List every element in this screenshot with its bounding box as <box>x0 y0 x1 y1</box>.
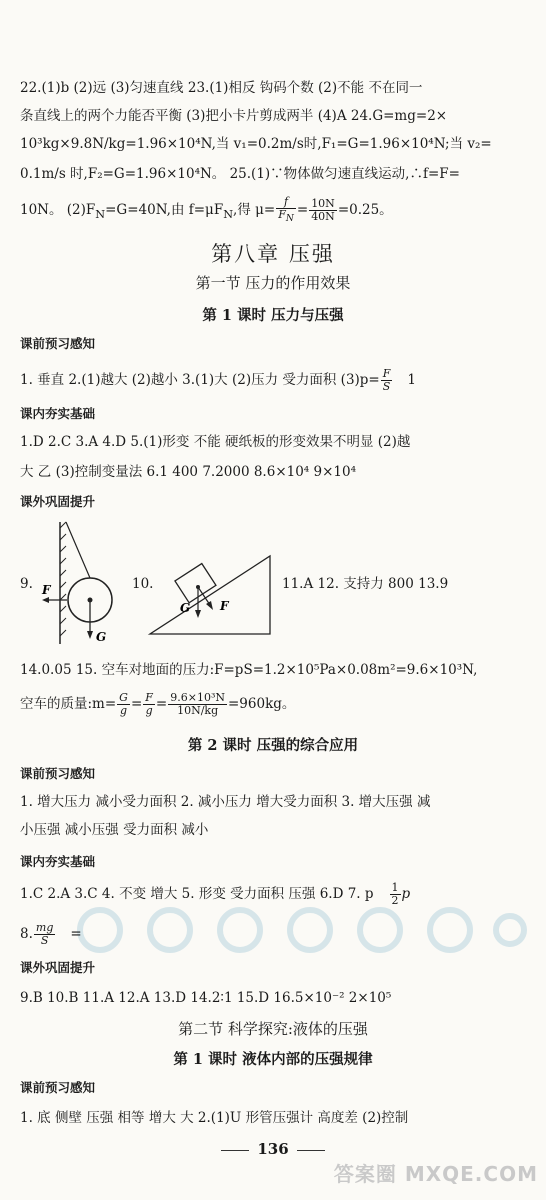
answer-line: 空车的质量:m= $\frac{G}{g}$ = $\frac{F}{g}$ = $\frac{\text{9.6×10³N}}{10N/kg}$ =960kg。 <box>20 691 296 717</box>
answer-line: 1. 垂直 2.(1)越大 (2)越小 3.(1)大 (2)压力 受力面积 (3)p= $\frac{F}{S}$ 1 <box>20 367 416 393</box>
fraction: $\frac{f}{F_N}$ <box>278 195 294 225</box>
fraction: $\frac{10N}{40N}$ <box>311 197 335 224</box>
subscript: N <box>223 207 234 221</box>
answer-line: 10N。 $(2)F_N=G=40N$,由 $f=\mu F_N$,得 μ= $\frac{f}{F_N}$ = $\frac{10N}{40N}$ =0.25。 <box>20 195 393 225</box>
question-number: 10. <box>132 576 154 592</box>
text: =0.25。 <box>337 202 393 219</box>
subsection-heading: 课前预习感知 <box>20 1080 96 1095</box>
section-title: 第一节 压力的作用效果 <box>195 274 351 292</box>
text: =G=40N,由 f=μF <box>105 202 224 219</box>
question-number: 9. <box>20 576 33 592</box>
fraction: $\frac{mg}{S}$ <box>35 921 54 947</box>
fraction: $\frac{F}{g}$ <box>145 691 153 717</box>
answer-line: 大 乙 (3)控制变量法 6.1 400 7.2000 8.6×10⁴ 9×10⁴ <box>20 464 356 480</box>
answer-line: 10³kg×9.8N/kg=1.96×10⁴N,当 v₁=0.2m/s时,F₁=G=1.96×10⁴N;当 v₂= <box>20 136 492 152</box>
answer-line: 9.B 10.B 11.A 12.A 13.D 14.2∶1 15.D 16.5×10⁻² 2×10⁵ <box>20 990 392 1006</box>
force-label: F <box>220 599 229 613</box>
answer-line: 1.D 2.C 3.A 4.D 5.(1)形变 不能 硬纸板的形变效果不明显 (2)越 <box>20 434 411 450</box>
gravity-label: G <box>96 630 107 644</box>
answer-line: 条直线上的两个力能否平衡 (3)把小卡片剪成两半 (4)A 24.G=mg=2× <box>20 108 448 124</box>
page-number: 136 <box>0 1140 546 1158</box>
lesson-title: 第 1 课时 压力与压强 <box>202 307 344 324</box>
lesson-title: 第 2 课时 压强的综合应用 <box>187 737 359 754</box>
answer-line: 8. $\frac{mg}{S}$ = <box>20 921 82 947</box>
force-label: F <box>42 583 51 597</box>
pulley-diagram <box>36 518 126 648</box>
subsection-heading: 课内夯实基础 <box>20 406 96 421</box>
answer-line: 1. 底 侧壁 压强 相等 增大 大 2.(1)U 形管压强计 高度差 (2)控制 <box>20 1110 409 1126</box>
answer-line: 14.0.05 15. 空车对地面的压力:F=pS=1.2×10⁵Pa×0.08m²=9.6×10³N, <box>20 662 478 678</box>
answer-line: 1.C 2.A 3.C 4. 不变 增大 5. 形变 受力面积 压强 6.D 7. p $\frac{1}{2}$ p <box>20 881 411 907</box>
answer-line: 22.(1)b (2)远 (3)匀速直线 23.(1)相反 钩码个数 (2)不能 不在同一 <box>20 80 423 96</box>
lesson-title: 第 1 课时 液体内部的压强规律 <box>173 1051 373 1068</box>
text: 10N。 (2)F <box>20 202 96 219</box>
answer-line: 0.1m/s 时,F₂=G=1.96×10⁴N。 25.(1)∵物体做匀速直线运动,∴f=F= <box>20 166 460 182</box>
answer-line: 11.A 12. 支持力 800 13.9 <box>282 576 449 592</box>
site-watermark: 答案圈 MXQE.COM <box>333 1162 538 1186</box>
subsection-heading: 课外巩固提升 <box>20 960 96 975</box>
gravity-label: G <box>180 601 191 615</box>
fraction: $\frac{F}{S}$ <box>382 367 391 393</box>
subscript: N <box>95 207 106 221</box>
fraction: $\frac{\text{9.6×10³N}}{10N/kg}$ <box>170 691 225 717</box>
subsection-heading: 课前预习感知 <box>20 336 96 351</box>
chapter-title: 第八章 压强 <box>211 242 335 266</box>
section-title: 第二节 科学探究:液体的压强 <box>178 1020 368 1038</box>
subsection-heading: 课内夯实基础 <box>20 854 96 869</box>
incline-diagram <box>146 550 276 640</box>
text: ,得 μ= <box>233 202 276 219</box>
fraction: $\frac{1}{2}$ <box>391 881 399 907</box>
fraction: $\frac{G}{g}$ <box>119 691 128 717</box>
subsection-heading: 课外巩固提升 <box>20 494 96 509</box>
answer-line: 小压强 减小压强 受力面积 减小 <box>20 822 209 838</box>
subsection-heading: 课前预习感知 <box>20 766 96 781</box>
answer-line: 1. 增大压力 减小受力面积 2. 减小压力 增大受力面积 3. 增大压强 减 <box>20 794 431 810</box>
